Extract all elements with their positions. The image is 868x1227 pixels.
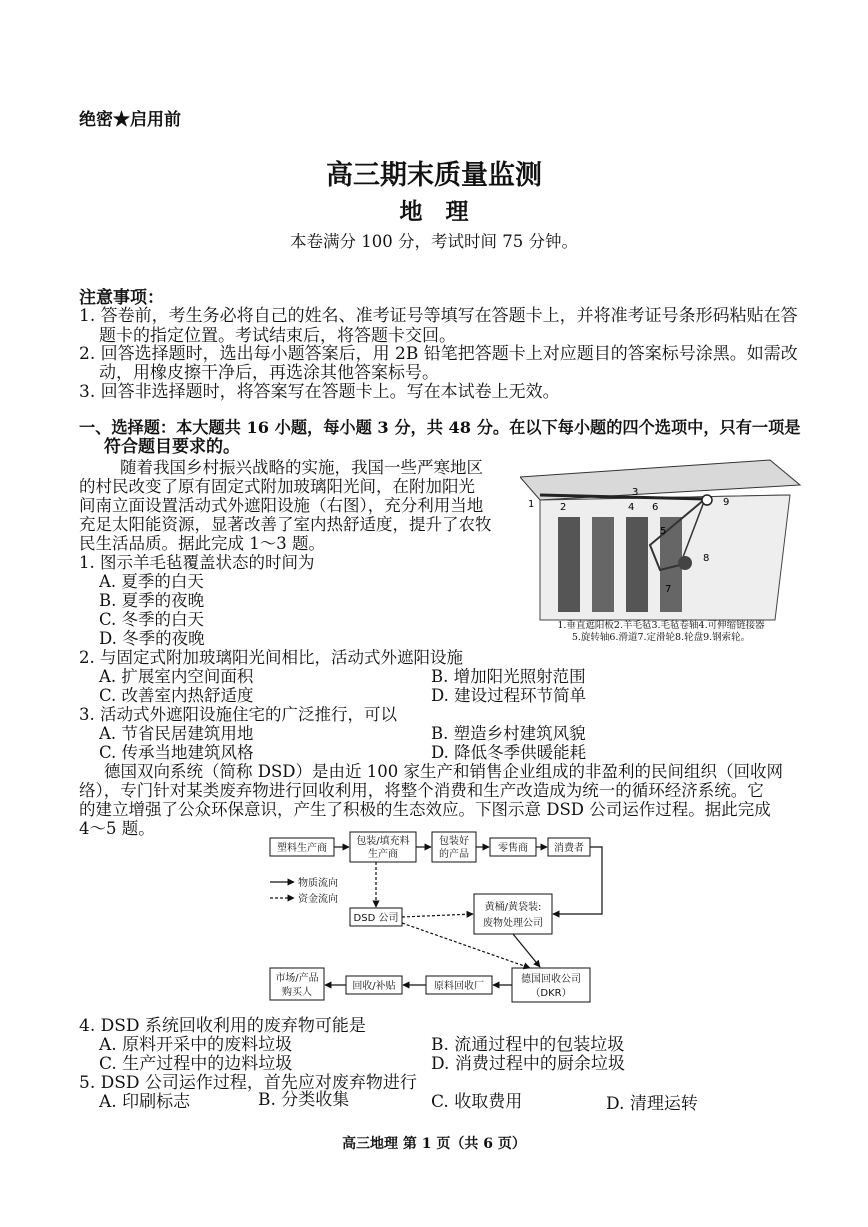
flow-text: 生产商 <box>368 849 398 860</box>
option: D. 建设过程环节简单 <box>431 686 587 705</box>
flow-text: 的产品 <box>439 849 469 860</box>
dsd-flowchart <box>250 828 610 1010</box>
option: B. 塑造乡村建筑风貌 <box>431 724 586 743</box>
question-stem: 3. 活动式外遮阳设施住宅的广泛推行，可以 <box>79 705 397 724</box>
option: D. 降低冬季供暖能耗 <box>431 743 587 762</box>
passage-line: 间南立面设置活动式外遮阳设施（右图），充分利用当地 <box>79 496 484 515</box>
flow-text: DSD 公司 <box>353 913 399 924</box>
notice-line: 3. 回答非选择题时，将答案写在答题卡上。写在本试卷上无效。 <box>79 382 560 402</box>
option: B. 流通过程中的包装垃圾 <box>431 1035 625 1055</box>
figure-label: 1 <box>528 499 535 510</box>
option: A. 扩展室内空间面积 <box>99 667 254 686</box>
option: C. 生产过程中的边料垃圾 <box>99 1054 293 1074</box>
option: A. 原料开采中的废料垃圾 <box>99 1035 293 1055</box>
question-stem: 2. 与固定式附加玻璃阳光间相比，活动式外遮阳设施 <box>79 648 463 667</box>
notice-line: 2. 回答选择题时，选出每小题答案后，用 2B 铅笔把答题卡上对应题目的答案标号涂黑。如需改 <box>79 344 798 364</box>
notice-heading: 注意事项： <box>79 288 164 308</box>
flow-text: 市场/产品 <box>275 973 319 984</box>
figure-label: 4 <box>628 502 635 513</box>
option: B. 增加阳光照射范围 <box>431 667 586 686</box>
notice-line: 1. 答卷前，考生务必将自己的姓名、准考证号等填写在答题卡上，并将准考证号条形码粘贴在答 <box>79 306 798 326</box>
flow-text: 废物处理公司 <box>483 918 543 929</box>
figure-label: 7 <box>665 584 672 595</box>
flow-text: 购买人 <box>282 987 312 998</box>
flow-text: 原料回收厂 <box>434 981 484 992</box>
figure-label: 9 <box>723 497 730 508</box>
passage-line: 的建立增强了公众环保意识，产生了积极的生态效应。下图示意 DSD 公司运作过程。据此完成 <box>79 800 771 819</box>
exam-title: 高三期末质量监测 <box>326 160 542 191</box>
passage-line: 络），专门针对某类废弃物进行回收利用，将整个消费和生产改造成为统一的循环经济系统。它 <box>79 781 764 800</box>
figure-label: 5 <box>660 526 667 537</box>
passage-line: 充足太阳能资源，显著改善了室内热舒适度，提升了农牧 <box>79 515 492 534</box>
section-heading: 符合题目要求的。 <box>104 437 240 457</box>
flow-text: 包装/填充料 <box>356 836 410 847</box>
passage-line: 民生活品质。据此完成 1～3 题。 <box>79 534 325 553</box>
flow-text: 包装好 <box>439 836 469 847</box>
secret-mark: 绝密★启用前 <box>79 110 181 130</box>
section-heading: 一、选择题：本大题共 16 小题，每小题 3 分，共 48 分。在以下每小题的四个选项中，只有一项是 <box>79 418 801 437</box>
flow-text: 零售商 <box>498 843 528 854</box>
passage-line: 的村民改变了原有固定式附加玻璃阳光间，在附加阳光 <box>79 477 475 496</box>
flow-text: 塑料生产商 <box>277 843 327 854</box>
option: A. 印刷标志 <box>99 1092 191 1112</box>
option: D. 冬季的夜晚 <box>99 629 205 648</box>
figure-label: 3 <box>632 487 639 498</box>
figure-label: 6 <box>652 502 659 513</box>
legend-text: 资金流向 <box>298 894 338 905</box>
exam-info: 本卷满分 100 分，考试时间 75 分钟。 <box>290 232 578 251</box>
flow-text: 回收/补贴 <box>352 981 396 992</box>
notice-line: 题卡的指定位置。考试结束后，将答题卡交回。 <box>99 326 456 346</box>
question-stem: 1. 图示羊毛毡覆盖状态的时间为 <box>79 553 315 572</box>
option: C. 传承当地建筑风格 <box>99 743 254 762</box>
flow-text: 德国回收公司 <box>521 974 581 985</box>
passage-line: 随着我国乡村振兴战略的实施，我国一些严寒地区 <box>120 458 483 477</box>
subject-title: 地 理 <box>399 198 469 225</box>
option: C. 冬季的白天 <box>99 610 205 629</box>
flow-text: 消费者 <box>554 843 584 854</box>
option: A. 节省民居建筑用地 <box>99 724 254 743</box>
figure-caption: 5.旋转轴6.滑道7.定滑轮8.轮盘9.钢索轮。 <box>571 632 751 643</box>
flow-text: （DKR） <box>530 988 572 999</box>
legend-text: 物质流向 <box>298 878 338 889</box>
figure-label: 2 <box>560 502 567 513</box>
notice-line: 动，用橡皮擦干净后，再选涂其他答案标号。 <box>99 363 439 383</box>
option: D. 消费过程中的厨余垃圾 <box>431 1054 625 1074</box>
figure-label: 8 <box>703 553 710 564</box>
option: A. 夏季的白天 <box>99 572 204 591</box>
option: D. 清理运转 <box>606 1094 698 1114</box>
page-footer: 高三地理 第 1 页（共 6 页） <box>342 1136 526 1152</box>
option: B. 分类收集 <box>258 1090 350 1110</box>
passage-line: 德国双向系统（简称 DSD）是由近 100 家生产和销售企业组成的非盈利的民间组织（回收网 <box>104 762 783 781</box>
passage-line: 4～5 题。 <box>79 819 155 838</box>
question-stem: 4. DSD 系统回收利用的废弃物可能是 <box>79 1016 366 1036</box>
option: C. 收取费用 <box>431 1092 523 1112</box>
flow-text: 黄桶/黄袋装: <box>484 902 542 913</box>
figure-caption: 1.垂直遮阳板2.羊毛毡3.毛毡卷轴4.可伸缩链接器 <box>557 620 765 631</box>
option: B. 夏季的夜晚 <box>99 591 205 610</box>
option: C. 改善室内热舒适度 <box>99 686 254 705</box>
sunshade-figure <box>520 455 802 630</box>
question-stem: 5. DSD 公司运作过程，首先应对废弃物进行 <box>79 1073 417 1093</box>
